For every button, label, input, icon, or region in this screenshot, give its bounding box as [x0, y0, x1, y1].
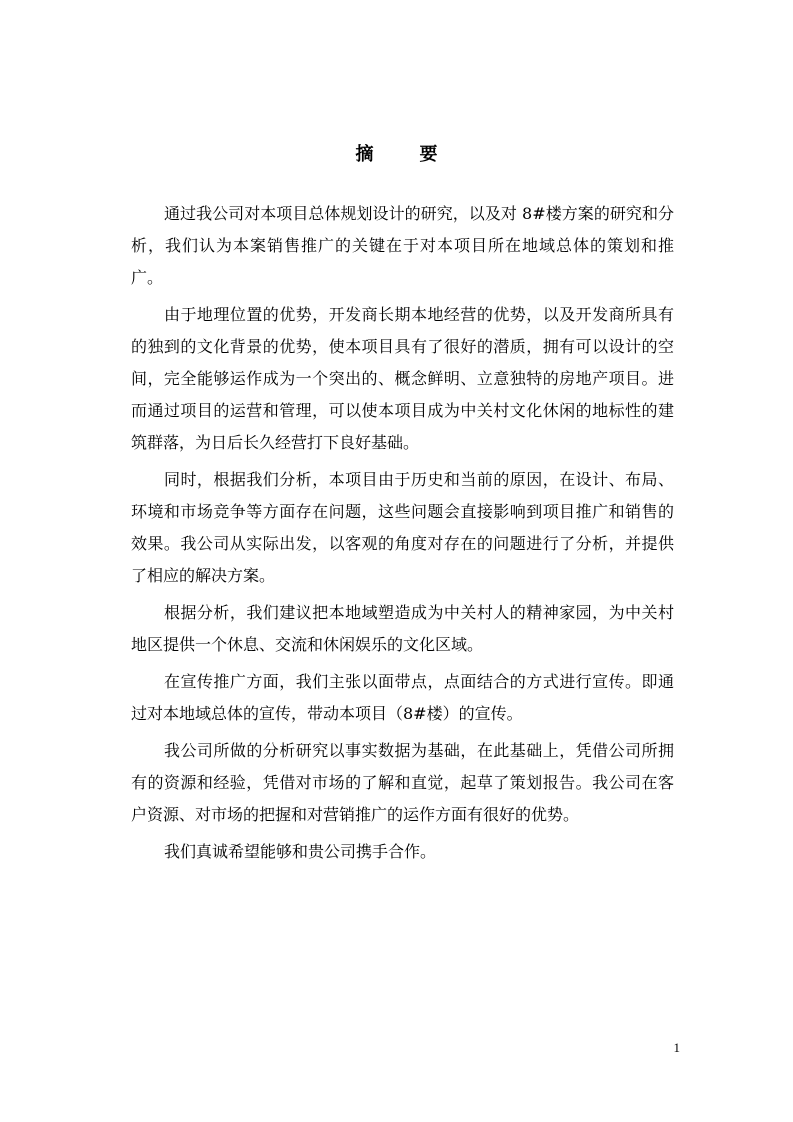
paragraph-4: 根据分析，我们建议把本地域塑造成为中关村人的精神家园，为中关村地区提供一个休息、交流和休闲娱乐的文化区域。	[131, 603, 674, 654]
paragraph-5: 在宣传推广方面，我们主张以面带点，点面结合的方式进行宣传。即通过对本地域总体的宣传，带动本项目（8#楼）的宣传。	[131, 672, 674, 723]
abstract-body	[131, 198, 674, 873]
paragraph-1: 通过我公司对本项目总体规划设计的研究，以及对 8#楼方案的研究和分析，我们认为本案销售推广的关键在于对本项目所在地域总体的策划和推广。	[131, 204, 674, 287]
paragraph-3: 同时，根据我们分析，本项目由于历史和当前的原因，在设计、布局、环境和市场竞争等方面存在问题，这些问题会直接影响到项目推广和销售的效果。我公司从实际出发，以客观的角度对存在的问题进行了分析，并提供了相应的解决方案。	[131, 470, 674, 585]
paragraph-6: 我公司所做的分析研究以事实数据为基础，在此基础上，凭借公司所拥有的资源和经验，凭借对市场的了解和直觉，起草了策划报告。我公司在客户资源、对市场的把握和对营销推广的运作方面有很好的优势。	[131, 741, 674, 824]
page-title: 摘要	[355, 144, 484, 165]
page-number: 1	[673, 1040, 680, 1055]
paragraph-2: 由于地理位置的优势，开发商长期本地经营的优势，以及开发商所具有的独到的文化背景的优势，使本项目具有了很好的潜质，拥有可以设计的空间，完全能够运作成为一个突出的、概念鲜明、立意独特的房地产项目。进而通过项目的运营和管理，可以使本项目成为中关村文化休闲的地标性的建筑群落，为日后长久经营打下良好基础。	[131, 305, 674, 452]
paragraph-7: 我们真诚希望能够和贵公司携手合作。	[164, 842, 437, 861]
